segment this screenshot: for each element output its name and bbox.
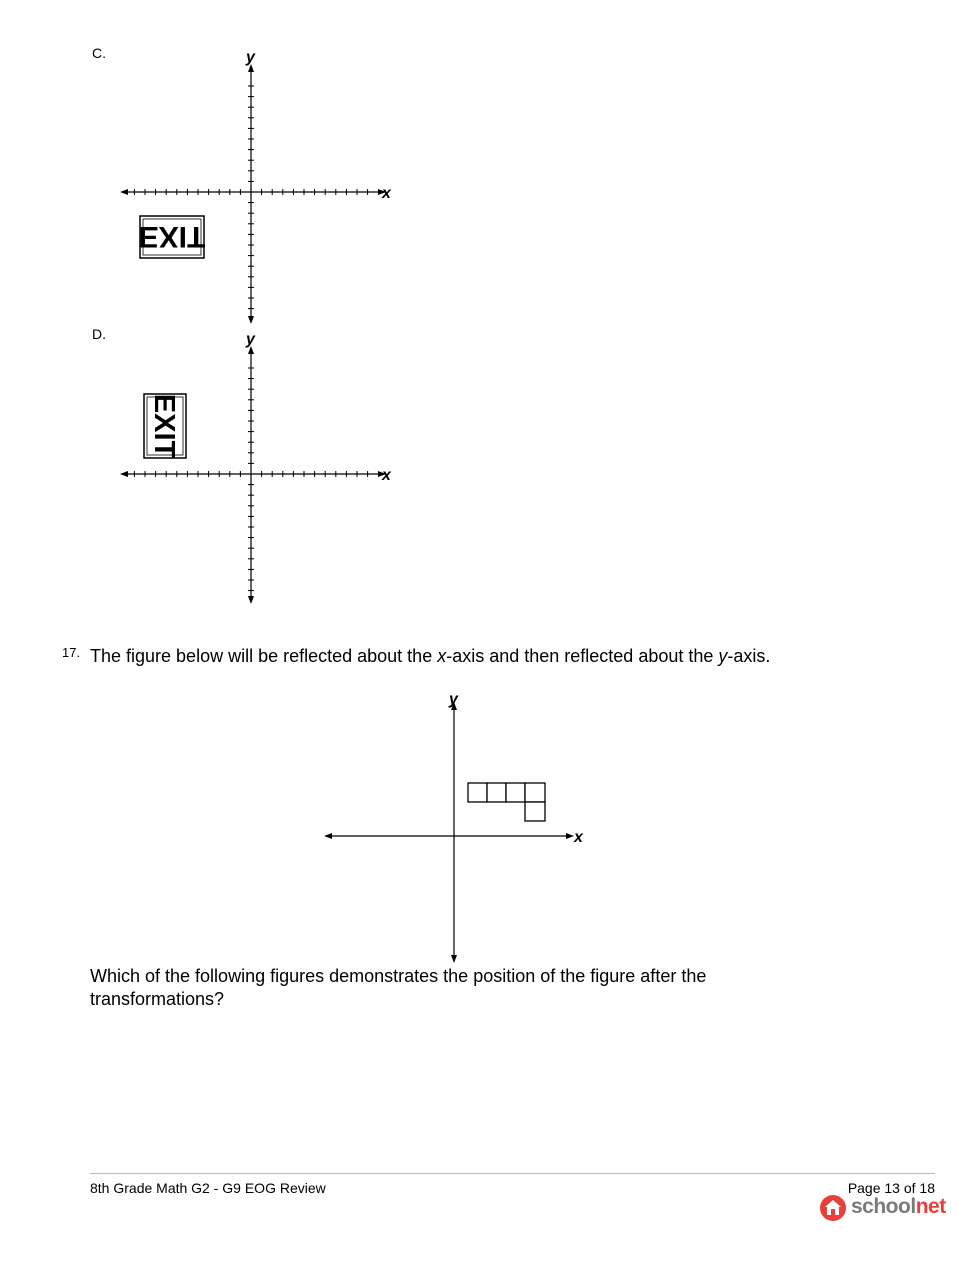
option-c-graph (110, 40, 410, 330)
y-axis-label: y (449, 691, 458, 708)
y-axis-label: y (246, 331, 255, 348)
exit-sign-text: EXIT (148, 393, 180, 459)
schoolnet-logo: schoolnet (819, 1194, 939, 1222)
option-d-label: D. (92, 326, 106, 342)
option-d-graph (110, 322, 410, 612)
page-number: Page 13 of 18 (847, 1180, 935, 1196)
footer-title: 8th Grade Math G2 - G9 EOG Review (90, 1180, 326, 1196)
home-icon (819, 1194, 847, 1222)
question-text: The figure below will be reflected about the x-axis and then reflected about the y-axis. (90, 646, 771, 666)
footer-divider (90, 1173, 935, 1174)
x-axis-label: x (574, 829, 583, 846)
question-figure (310, 684, 600, 970)
x-axis-label: x (382, 185, 391, 202)
question-number: 17. (62, 645, 81, 660)
exit-sign-figure (144, 394, 186, 459)
question-prompt: Which of the following figures demonstrates the position of the figure after the transformations? (90, 966, 707, 1009)
exit-sign-text: EXIT (138, 220, 206, 253)
x-axis-label: x (382, 467, 391, 484)
exit-sign-figure (139, 216, 206, 258)
y-axis-label: y (246, 49, 255, 66)
l-shape-figure (468, 783, 545, 821)
option-c-label: C. (92, 45, 106, 61)
